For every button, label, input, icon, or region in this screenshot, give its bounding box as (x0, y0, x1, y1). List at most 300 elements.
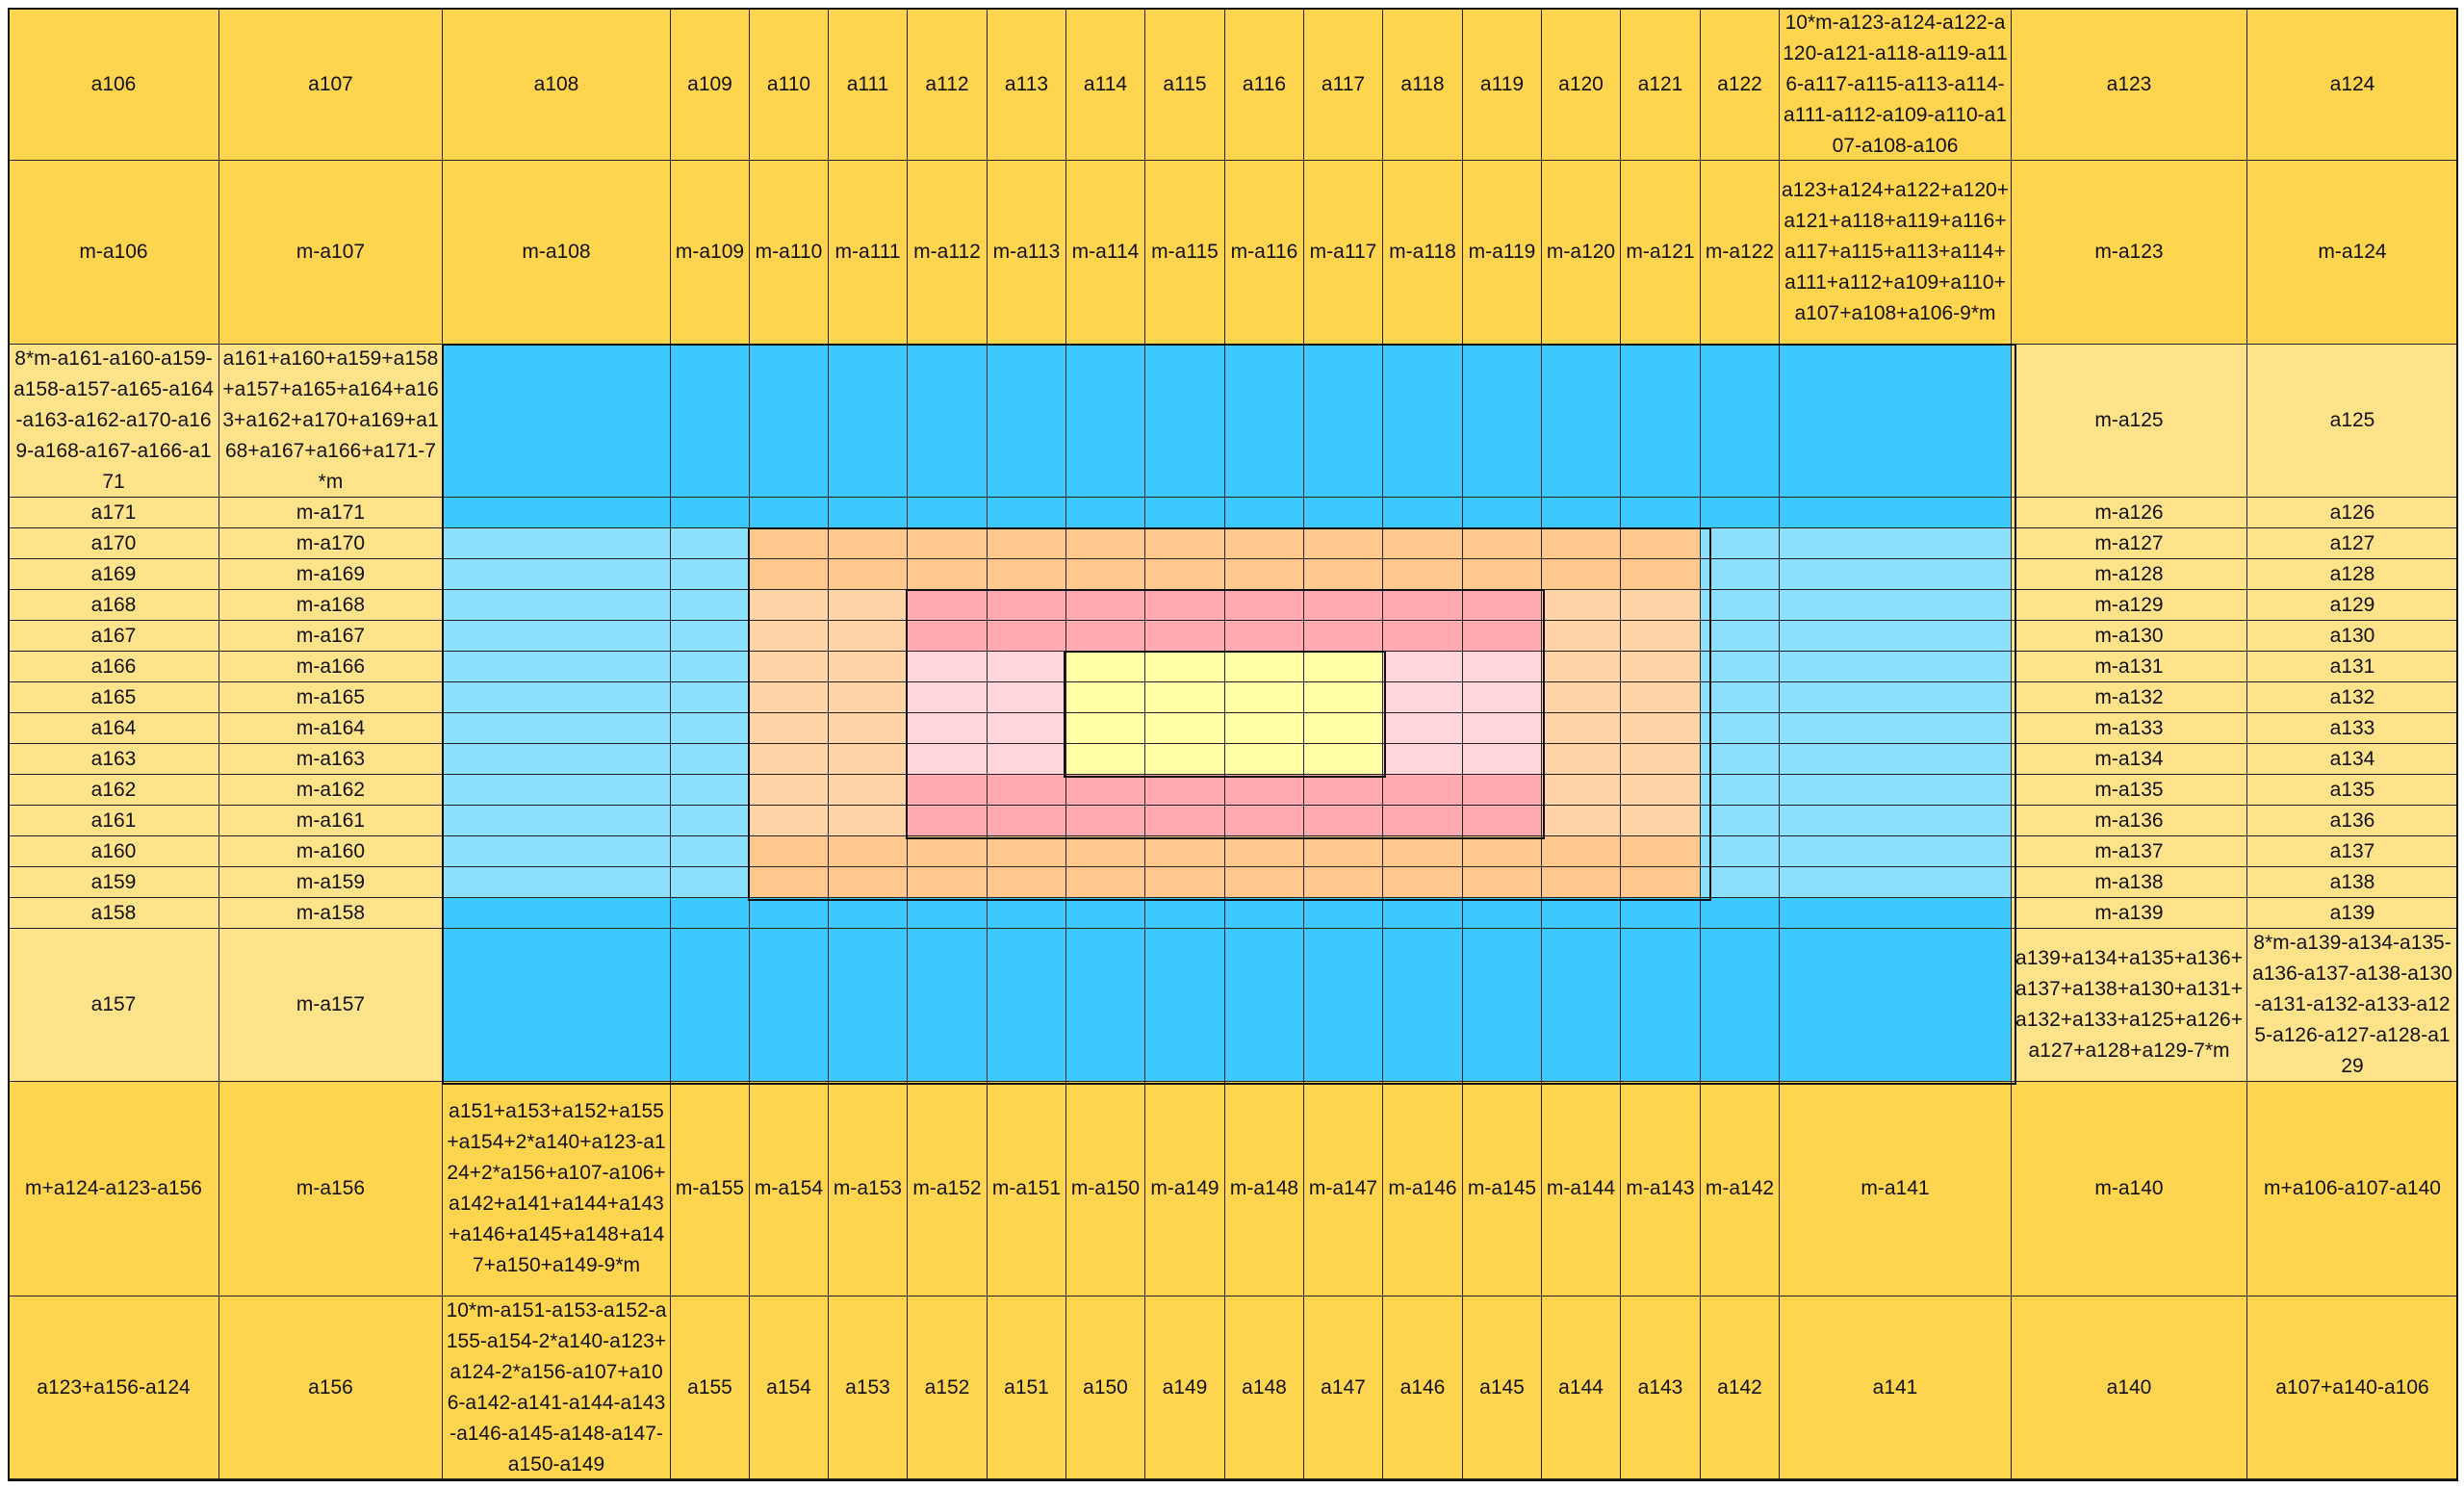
grid-cell-r20-c17: a142 (1701, 1296, 1780, 1479)
grid-cell-r16-c10 (1145, 867, 1225, 898)
grid-cell-r8-c4 (671, 621, 750, 652)
grid-cell-r12-c6 (829, 744, 908, 775)
grid-cell-r11-c12 (1304, 713, 1383, 744)
grid-cell-r14-c6 (829, 806, 908, 836)
grid-cell-r13-c8 (988, 775, 1066, 806)
grid-cell-r20-c14: a145 (1463, 1296, 1542, 1479)
grid-cell-r10-c6 (829, 682, 908, 713)
grid-cell-r14-c10 (1145, 806, 1225, 836)
grid-cell-r19-c2: m-a156 (219, 1082, 443, 1296)
grid-cell-r4-c16 (1621, 498, 1701, 528)
grid-cell-r1-c15: a120 (1542, 9, 1621, 161)
grid-cell-r15-c18 (1780, 836, 2012, 867)
grid-cell-r11-c20: a133 (2247, 713, 2458, 744)
grid-cell-r18-c18 (1780, 929, 2012, 1082)
grid-cell-r5-c18 (1780, 528, 2012, 559)
grid-cell-r1-c9: a114 (1066, 9, 1145, 161)
grid-cell-r15-c14 (1463, 836, 1542, 867)
grid-cell-r18-c14 (1463, 929, 1542, 1082)
grid-cell-r6-c2: m-a169 (219, 559, 443, 590)
grid-cell-r17-c4 (671, 898, 750, 929)
grid-cell-r1-c1: a106 (9, 9, 219, 161)
grid-cell-r12-c7 (908, 744, 988, 775)
grid-cell-r7-c19: m-a129 (2012, 590, 2247, 621)
grid-cell-r15-c1: a160 (9, 836, 219, 867)
grid-cell-r3-c8 (988, 345, 1066, 498)
grid-cell-r13-c16 (1621, 775, 1701, 806)
grid-cell-r19-c5: m-a154 (750, 1082, 829, 1296)
grid-cell-r19-c10: m-a149 (1145, 1082, 1225, 1296)
grid-cell-r5-c8 (988, 528, 1066, 559)
grid-cell-r7-c7 (908, 590, 988, 621)
grid-cell-r4-c19: m-a126 (2012, 498, 2247, 528)
grid-cell-r5-c19: m-a127 (2012, 528, 2247, 559)
grid-cell-r9-c9 (1066, 652, 1145, 682)
grid-cell-r14-c1: a161 (9, 806, 219, 836)
grid-cell-r10-c1: a165 (9, 682, 219, 713)
grid-cell-r18-c15 (1542, 929, 1621, 1082)
grid-cell-r5-c1: a170 (9, 528, 219, 559)
grid-cell-r5-c2: m-a170 (219, 528, 443, 559)
grid-cell-r2-c7: m-a112 (908, 161, 988, 345)
grid-cell-r5-c6 (829, 528, 908, 559)
grid-cell-r8-c14 (1463, 621, 1542, 652)
grid-cell-r15-c6 (829, 836, 908, 867)
grid-cell-r20-c18: a141 (1780, 1296, 2012, 1479)
grid-cell-r10-c17 (1701, 682, 1780, 713)
grid-cell-r7-c1: a168 (9, 590, 219, 621)
grid-cell-r3-c18 (1780, 345, 2012, 498)
grid-cell-r14-c3 (443, 806, 671, 836)
grid-cell-r2-c19: m-a123 (2012, 161, 2247, 345)
grid-cell-r6-c4 (671, 559, 750, 590)
grid-cell-r10-c10 (1145, 682, 1225, 713)
grid-cell-r3-c3 (443, 345, 671, 498)
grid-cell-r14-c16 (1621, 806, 1701, 836)
grid-cell-r3-c15 (1542, 345, 1621, 498)
grid-cell-r8-c1: a167 (9, 621, 219, 652)
grid-cell-r18-c1: a157 (9, 929, 219, 1082)
grid-cell-r14-c14 (1463, 806, 1542, 836)
grid-cell-r13-c3 (443, 775, 671, 806)
grid-cell-r11-c14 (1463, 713, 1542, 744)
grid-cell-r4-c1: a171 (9, 498, 219, 528)
grid-cell-r12-c9 (1066, 744, 1145, 775)
grid-cell-r13-c20: a135 (2247, 775, 2458, 806)
grid-cell-r15-c3 (443, 836, 671, 867)
grid-cell-r20-c16: a143 (1621, 1296, 1701, 1479)
grid-cell-r8-c7 (908, 621, 988, 652)
grid-cell-r1-c3: a108 (443, 9, 671, 161)
grid-cell-r6-c7 (908, 559, 988, 590)
grid-cell-r14-c17 (1701, 806, 1780, 836)
grid-cell-r6-c18 (1780, 559, 2012, 590)
grid-cell-r16-c6 (829, 867, 908, 898)
grid-cell-r3-c4 (671, 345, 750, 498)
grid-cell-r7-c13 (1383, 590, 1463, 621)
grid-cell-r11-c6 (829, 713, 908, 744)
grid-cell-r18-c3 (443, 929, 671, 1082)
grid-cell-r10-c2: m-a165 (219, 682, 443, 713)
grid-cell-r18-c2: m-a157 (219, 929, 443, 1082)
grid-cell-r8-c2: m-a167 (219, 621, 443, 652)
grid-cell-r10-c18 (1780, 682, 2012, 713)
grid-cell-r11-c11 (1225, 713, 1304, 744)
grid-cell-r2-c13: m-a118 (1383, 161, 1463, 345)
grid-cell-r16-c8 (988, 867, 1066, 898)
grid-cell-r2-c3: m-a108 (443, 161, 671, 345)
grid-cell-r4-c14 (1463, 498, 1542, 528)
grid-cell-r7-c17 (1701, 590, 1780, 621)
grid-cell-r14-c8 (988, 806, 1066, 836)
grid-cell-r1-c18: 10*m-a123-a124-a122-a120-a121-a118-a119-a116-a117-a115-a113-a114-a111-a112-a109-a110-a107-a108-a106 (1780, 9, 2012, 161)
grid-cell-r10-c20: a132 (2247, 682, 2458, 713)
grid-cell-r15-c2: m-a160 (219, 836, 443, 867)
grid-cell-r7-c16 (1621, 590, 1701, 621)
grid-cell-r8-c18 (1780, 621, 2012, 652)
grid-cell-r5-c20: a127 (2247, 528, 2458, 559)
grid-cell-r1-c2: a107 (219, 9, 443, 161)
grid-cell-r17-c2: m-a158 (219, 898, 443, 929)
grid-cell-r2-c6: m-a111 (829, 161, 908, 345)
grid-cell-r6-c9 (1066, 559, 1145, 590)
grid-cell-r9-c10 (1145, 652, 1225, 682)
grid-cell-r14-c9 (1066, 806, 1145, 836)
grid-cell-r20-c11: a148 (1225, 1296, 1304, 1479)
grid-cell-r9-c6 (829, 652, 908, 682)
grid-cell-r5-c17 (1701, 528, 1780, 559)
grid-cell-r2-c10: m-a115 (1145, 161, 1225, 345)
grid-cell-r4-c2: m-a171 (219, 498, 443, 528)
grid-cell-r6-c12 (1304, 559, 1383, 590)
grid-cell-r17-c8 (988, 898, 1066, 929)
grid-cell-r1-c12: a117 (1304, 9, 1383, 161)
grid-cell-r12-c14 (1463, 744, 1542, 775)
grid-cell-r13-c13 (1383, 775, 1463, 806)
grid-cell-r18-c19: a139+a134+a135+a136+a137+a138+a130+a131+a132+a133+a125+a126+a127+a128+a129-7*m (2012, 929, 2247, 1082)
grid-cell-r9-c16 (1621, 652, 1701, 682)
grid-cell-r7-c9 (1066, 590, 1145, 621)
grid-cell-r13-c4 (671, 775, 750, 806)
grid-cell-r17-c3 (443, 898, 671, 929)
grid-cell-r5-c11 (1225, 528, 1304, 559)
grid-cell-r14-c20: a136 (2247, 806, 2458, 836)
grid-cell-r4-c17 (1701, 498, 1780, 528)
grid-cell-r19-c12: m-a147 (1304, 1082, 1383, 1296)
grid-cell-r17-c18 (1780, 898, 2012, 929)
grid-cell-r4-c8 (988, 498, 1066, 528)
grid-cell-r3-c16 (1621, 345, 1701, 498)
grid-cell-r18-c11 (1225, 929, 1304, 1082)
grid-cell-r12-c17 (1701, 744, 1780, 775)
grid-cell-r18-c20: 8*m-a139-a134-a135-a136-a137-a138-a130-a131-a132-a133-a125-a126-a127-a128-a129 (2247, 929, 2458, 1082)
grid-cell-r14-c11 (1225, 806, 1304, 836)
grid-cell-r6-c6 (829, 559, 908, 590)
grid-cell-r2-c11: m-a116 (1225, 161, 1304, 345)
grid-cell-r16-c16 (1621, 867, 1701, 898)
grid-cell-r16-c3 (443, 867, 671, 898)
grid-cell-r19-c9: m-a150 (1066, 1082, 1145, 1296)
grid-cell-r5-c14 (1463, 528, 1542, 559)
grid-cell-r20-c10: a149 (1145, 1296, 1225, 1479)
grid-cell-r9-c2: m-a166 (219, 652, 443, 682)
grid-cell-r16-c12 (1304, 867, 1383, 898)
grid-cell-r19-c15: m-a144 (1542, 1082, 1621, 1296)
grid-cell-r19-c16: m-a143 (1621, 1082, 1701, 1296)
grid-cell-r19-c13: m-a146 (1383, 1082, 1463, 1296)
grid-cell-r17-c17 (1701, 898, 1780, 929)
grid-cell-r8-c5 (750, 621, 829, 652)
grid-cell-r13-c6 (829, 775, 908, 806)
grid-cell-r1-c20: a124 (2247, 9, 2458, 161)
grid-cell-r8-c19: m-a130 (2012, 621, 2247, 652)
magic-square-grid (8, 8, 2458, 1481)
grid-cell-r13-c11 (1225, 775, 1304, 806)
grid-cell-r12-c13 (1383, 744, 1463, 775)
grid-cell-r2-c2: m-a107 (219, 161, 443, 345)
grid-cell-r14-c13 (1383, 806, 1463, 836)
grid-cell-r19-c7: m-a152 (908, 1082, 988, 1296)
grid-cell-r19-c8: m-a151 (988, 1082, 1066, 1296)
grid-cell-r18-c6 (829, 929, 908, 1082)
grid-cell-r20-c20: a107+a140-a106 (2247, 1296, 2458, 1479)
grid-cell-r3-c2: a161+a160+a159+a158+a157+a165+a164+a163+a162+a170+a169+a168+a167+a166+a171-7*m (219, 345, 443, 498)
grid-cell-r3-c9 (1066, 345, 1145, 498)
grid-cell-r5-c10 (1145, 528, 1225, 559)
grid-cell-r4-c12 (1304, 498, 1383, 528)
grid-cell-r18-c16 (1621, 929, 1701, 1082)
grid-cell-r10-c12 (1304, 682, 1383, 713)
grid-cell-r4-c5 (750, 498, 829, 528)
grid-cell-r6-c1: a169 (9, 559, 219, 590)
grid-cell-r11-c2: m-a164 (219, 713, 443, 744)
grid-cell-r20-c3: 10*m-a151-a153-a152-a155-a154-2*a140-a123+a124-2*a156-a107+a106-a142-a141-a144-a143-a146-a145-a148-a147-a150-a149 (443, 1296, 671, 1479)
grid-cell-r6-c20: a128 (2247, 559, 2458, 590)
grid-cell-r7-c4 (671, 590, 750, 621)
grid-cell-r10-c9 (1066, 682, 1145, 713)
grid-cell-r3-c6 (829, 345, 908, 498)
grid-cell-r11-c5 (750, 713, 829, 744)
grid-cell-r14-c15 (1542, 806, 1621, 836)
grid-cell-r20-c19: a140 (2012, 1296, 2247, 1479)
grid-cell-r11-c3 (443, 713, 671, 744)
grid-cell-r2-c1: m-a106 (9, 161, 219, 345)
grid-cell-r9-c13 (1383, 652, 1463, 682)
grid-cell-r10-c4 (671, 682, 750, 713)
grid-cell-r10-c11 (1225, 682, 1304, 713)
grid-cell-r14-c18 (1780, 806, 2012, 836)
grid-cell-r13-c7 (908, 775, 988, 806)
grid-cell-r5-c13 (1383, 528, 1463, 559)
grid-cell-r16-c7 (908, 867, 988, 898)
grid-cell-r14-c19: m-a136 (2012, 806, 2247, 836)
grid-cell-r20-c6: a153 (829, 1296, 908, 1479)
grid-cell-r17-c10 (1145, 898, 1225, 929)
grid-cell-r2-c17: m-a122 (1701, 161, 1780, 345)
grid-cell-r15-c8 (988, 836, 1066, 867)
grid-cell-r6-c13 (1383, 559, 1463, 590)
grid-cell-r10-c7 (908, 682, 988, 713)
grid-cell-r9-c4 (671, 652, 750, 682)
grid-cell-r14-c2: m-a161 (219, 806, 443, 836)
grid-cell-r16-c14 (1463, 867, 1542, 898)
grid-cell-r2-c20: m-a124 (2247, 161, 2458, 345)
grid-cell-r6-c16 (1621, 559, 1701, 590)
grid-cell-r19-c1: m+a124-a123-a156 (9, 1082, 219, 1296)
grid-cell-r13-c10 (1145, 775, 1225, 806)
grid-cell-r5-c5 (750, 528, 829, 559)
grid-cell-r9-c15 (1542, 652, 1621, 682)
grid-cell-r17-c14 (1463, 898, 1542, 929)
grid-cell-r7-c18 (1780, 590, 2012, 621)
grid-cell-r15-c20: a137 (2247, 836, 2458, 867)
grid-cell-r14-c7 (908, 806, 988, 836)
grid-cell-r1-c10: a115 (1145, 9, 1225, 161)
grid-cell-r12-c11 (1225, 744, 1304, 775)
grid-cell-r13-c15 (1542, 775, 1621, 806)
grid-cell-r9-c19: m-a131 (2012, 652, 2247, 682)
grid-cell-r13-c17 (1701, 775, 1780, 806)
grid-cell-r11-c1: a164 (9, 713, 219, 744)
grid-cell-r3-c11 (1225, 345, 1304, 498)
grid-cell-r3-c5 (750, 345, 829, 498)
grid-cell-r7-c8 (988, 590, 1066, 621)
grid-cell-r9-c14 (1463, 652, 1542, 682)
grid-cell-r11-c19: m-a133 (2012, 713, 2247, 744)
grid-cell-r9-c5 (750, 652, 829, 682)
grid-cell-r19-c20: m+a106-a107-a140 (2247, 1082, 2458, 1296)
grid-cell-r1-c17: a122 (1701, 9, 1780, 161)
grid-cell-r20-c7: a152 (908, 1296, 988, 1479)
grid-cell-r11-c4 (671, 713, 750, 744)
grid-cell-r15-c16 (1621, 836, 1701, 867)
grid-cell-r8-c11 (1225, 621, 1304, 652)
grid-cell-r1-c4: a109 (671, 9, 750, 161)
grid-cell-r17-c16 (1621, 898, 1701, 929)
grid-cell-r11-c18 (1780, 713, 2012, 744)
grid-cell-r1-c13: a118 (1383, 9, 1463, 161)
grid-cell-r5-c3 (443, 528, 671, 559)
grid-cell-r6-c19: m-a128 (2012, 559, 2247, 590)
grid-cell-r4-c11 (1225, 498, 1304, 528)
grid-cell-r6-c10 (1145, 559, 1225, 590)
grid-cell-r3-c7 (908, 345, 988, 498)
grid-cell-r6-c17 (1701, 559, 1780, 590)
grid-cell-r20-c1: a123+a156-a124 (9, 1296, 219, 1479)
grid-cell-r15-c10 (1145, 836, 1225, 867)
grid-cell-r16-c1: a159 (9, 867, 219, 898)
grid-cell-r15-c9 (1066, 836, 1145, 867)
grid-cell-r15-c12 (1304, 836, 1383, 867)
grid-cell-r16-c18 (1780, 867, 2012, 898)
grid-cell-r16-c9 (1066, 867, 1145, 898)
grid-cell-r15-c13 (1383, 836, 1463, 867)
grid-cell-r7-c5 (750, 590, 829, 621)
grid-cell-r17-c15 (1542, 898, 1621, 929)
grid-cell-r2-c9: m-a114 (1066, 161, 1145, 345)
grid-cell-r13-c2: m-a162 (219, 775, 443, 806)
grid-cell-r18-c7 (908, 929, 988, 1082)
grid-cell-r2-c4: m-a109 (671, 161, 750, 345)
grid-cell-r2-c15: m-a120 (1542, 161, 1621, 345)
grid-cell-r1-c16: a121 (1621, 9, 1701, 161)
grid-cell-r15-c4 (671, 836, 750, 867)
grid-cell-r9-c11 (1225, 652, 1304, 682)
grid-cell-r3-c1: 8*m-a161-a160-a159-a158-a157-a165-a164-a163-a162-a170-a169-a168-a167-a166-a171 (9, 345, 219, 498)
grid-cell-r2-c12: m-a117 (1304, 161, 1383, 345)
grid-cell-r14-c4 (671, 806, 750, 836)
grid-cell-r20-c13: a146 (1383, 1296, 1463, 1479)
grid-cell-r16-c11 (1225, 867, 1304, 898)
grid-cell-r3-c14 (1463, 345, 1542, 498)
grid-cell-r13-c5 (750, 775, 829, 806)
grid-cell-r2-c5: m-a110 (750, 161, 829, 345)
grid-cell-r11-c16 (1621, 713, 1701, 744)
grid-cell-r5-c4 (671, 528, 750, 559)
grid-cell-r17-c1: a158 (9, 898, 219, 929)
grid-cell-r13-c14 (1463, 775, 1542, 806)
grid-cell-r16-c19: m-a138 (2012, 867, 2247, 898)
grid-cell-r19-c17: m-a142 (1701, 1082, 1780, 1296)
grid-cell-r10-c19: m-a132 (2012, 682, 2247, 713)
grid-cell-r9-c12 (1304, 652, 1383, 682)
grid-cell-r15-c17 (1701, 836, 1780, 867)
grid-cell-r10-c8 (988, 682, 1066, 713)
grid-cell-r10-c15 (1542, 682, 1621, 713)
grid-cell-r11-c9 (1066, 713, 1145, 744)
grid-cell-r4-c4 (671, 498, 750, 528)
grid-cell-r17-c12 (1304, 898, 1383, 929)
grid-cell-r14-c5 (750, 806, 829, 836)
grid-cell-r17-c13 (1383, 898, 1463, 929)
grid-cell-r17-c5 (750, 898, 829, 929)
grid-cell-r1-c14: a119 (1463, 9, 1542, 161)
grid-cell-r4-c18 (1780, 498, 2012, 528)
grid-cell-r18-c12 (1304, 929, 1383, 1082)
grid-cell-r20-c12: a147 (1304, 1296, 1383, 1479)
grid-cell-r11-c8 (988, 713, 1066, 744)
grid-cell-r20-c4: a155 (671, 1296, 750, 1479)
grid-cell-r18-c10 (1145, 929, 1225, 1082)
grid-cell-r4-c7 (908, 498, 988, 528)
grid-cell-r17-c11 (1225, 898, 1304, 929)
grid-cell-r19-c18: m-a141 (1780, 1082, 2012, 1296)
grid-cell-r18-c17 (1701, 929, 1780, 1082)
grid-cell-r8-c15 (1542, 621, 1621, 652)
grid-cell-r5-c9 (1066, 528, 1145, 559)
grid-cell-r12-c18 (1780, 744, 2012, 775)
grid-cell-r7-c6 (829, 590, 908, 621)
grid-cell-r19-c3: a151+a153+a152+a155+a154+2*a140+a123-a124+2*a156+a107-a106+a142+a141+a144+a143+a146+a145+a148+a147+a150+a149-9*m (443, 1082, 671, 1296)
grid-cell-r12-c10 (1145, 744, 1225, 775)
grid-cell-r16-c2: m-a159 (219, 867, 443, 898)
grid-cell-r8-c10 (1145, 621, 1225, 652)
grid-cell-r5-c7 (908, 528, 988, 559)
grid-cell-r13-c9 (1066, 775, 1145, 806)
grid-cell-r8-c17 (1701, 621, 1780, 652)
grid-cell-r12-c12 (1304, 744, 1383, 775)
grid-cell-r17-c20: a139 (2247, 898, 2458, 929)
grid-cell-r16-c15 (1542, 867, 1621, 898)
grid-cell-r18-c5 (750, 929, 829, 1082)
grid-cell-r20-c2: a156 (219, 1296, 443, 1479)
grid-cell-r11-c10 (1145, 713, 1225, 744)
grid-cell-r11-c7 (908, 713, 988, 744)
grid-cell-r6-c5 (750, 559, 829, 590)
grid-cell-r18-c9 (1066, 929, 1145, 1082)
grid-cell-r6-c15 (1542, 559, 1621, 590)
grid-cell-r6-c14 (1463, 559, 1542, 590)
